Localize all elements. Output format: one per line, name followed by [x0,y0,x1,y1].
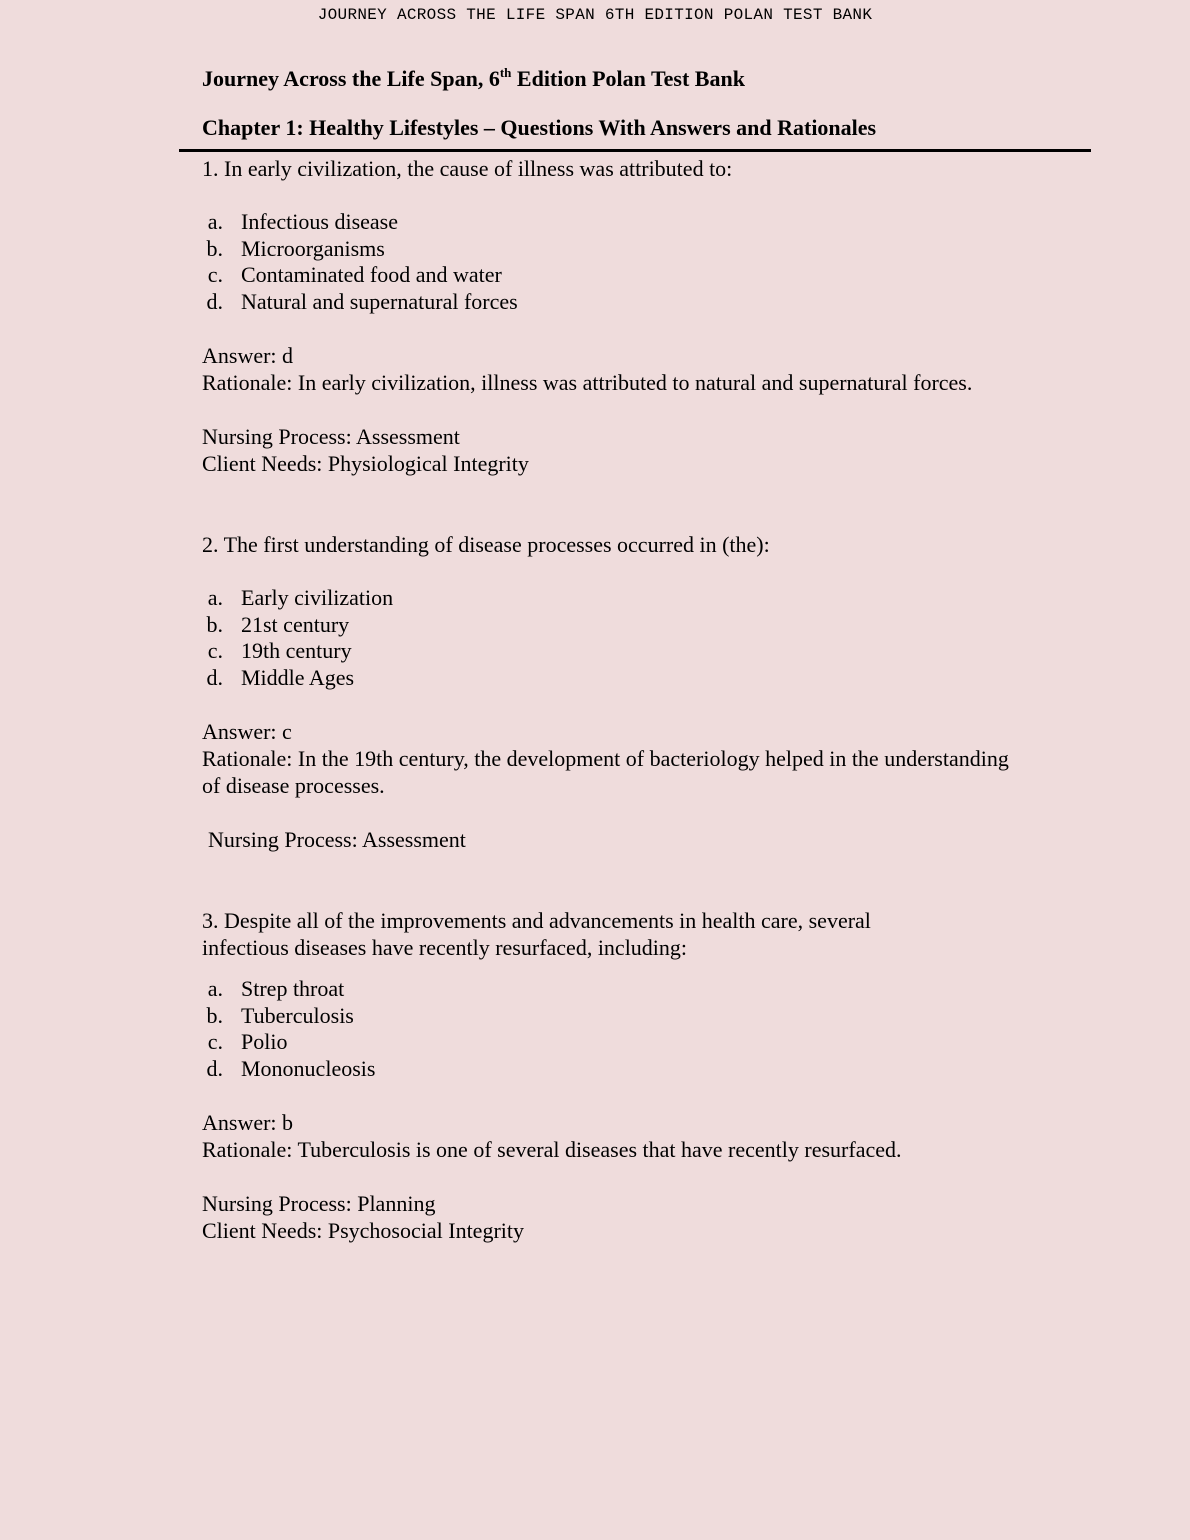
question-stem: 3. Despite all of the improvements and advancements in health care, several [202,908,871,933]
answer-block [202,342,1082,396]
question-stem: 2. The first understanding of disease processes occurred in (the): [202,532,770,557]
option-letter: d. [206,664,223,690]
option-a [202,585,1082,612]
option-text: Early civilization [241,585,394,610]
option-d [202,289,1082,316]
chapter-title: Chapter 1: Healthy Lifestyles – Questions With Answers and Rationales [202,115,877,140]
title-text-end: Edition Polan Test Bank [511,66,745,91]
option-letter: b. [206,611,223,637]
option-text: Polio [241,1029,288,1055]
option-text: Infectious disease [241,209,398,234]
option-c [202,262,1082,289]
option-c [202,638,1082,665]
option-text: 21st century [241,611,350,637]
rationale: Rationale: Tuberculosis is one of several diseases that have recently resurfaced. [202,1137,902,1163]
answer-options [202,585,1082,691]
title-superscript: th [499,65,512,80]
answer-block [202,1109,1082,1163]
answer-key: Answer: d [202,343,294,369]
option-text: Contaminated food and water [241,262,502,288]
nursing-process: Nursing Process: Assessment [202,424,460,450]
rationale: Rationale: In early civilization, illness was attributed to natural and supernatural forces. [202,370,973,396]
question-stem-continued: infectious diseases have recently resurfaced, including: [202,935,688,960]
meta-block [202,826,1082,853]
answer-options [202,209,1082,315]
answer-options [202,976,1082,1082]
option-letter: b. [206,1002,223,1028]
client-needs: Client Needs: Physiological Integrity [202,451,529,477]
option-a [202,976,1082,1003]
option-letter: a. [207,209,223,234]
option-b [202,236,1082,263]
document-title [202,66,745,92]
option-letter: d. [206,1055,223,1081]
header-divider [179,149,1091,152]
option-letter: a. [207,585,223,610]
option-c [202,1029,1082,1056]
nursing-process: Nursing Process: Planning [202,1191,436,1217]
client-needs: Client Needs: Psychosocial Integrity [202,1218,524,1244]
question-2 [202,531,1082,853]
question-3 [202,907,1082,1244]
option-d [202,1056,1082,1083]
question-stem: 1. In early civilization, the cause of illness was attributed to: [202,156,733,181]
option-letter: a. [207,976,223,1001]
option-letter: c. [207,1029,223,1055]
meta-block [202,1190,1082,1244]
nursing-process: Nursing Process: Assessment [208,827,466,853]
option-text: Strep throat [241,976,345,1001]
option-letter: c. [207,262,223,288]
option-text: Tuberculosis [241,1002,354,1028]
answer-key: Answer: b [202,1110,294,1136]
option-letter: d. [206,288,223,314]
rationale-continued: of disease processes. [202,773,385,799]
option-a [202,209,1082,236]
answer-block [202,718,1082,799]
option-b [202,1003,1082,1030]
option-letter: c. [207,638,223,664]
question-1 [202,155,1082,477]
answer-key: Answer: c [202,719,292,745]
option-b [202,612,1082,639]
option-text: Mononucleosis [241,1055,376,1081]
meta-block [202,423,1082,477]
option-letter: b. [206,235,223,261]
rationale: Rationale: In the 19th century, the development of bacteriology helped in the understanding [202,746,1009,772]
running-header: JOURNEY ACROSS THE LIFE SPAN 6TH EDITION POLAN TEST BANK [317,6,873,24]
option-text: Natural and supernatural forces [241,288,518,314]
option-text: 19th century [241,638,352,664]
title-text: Journey Across the Life Span, 6 [202,66,500,91]
option-text: Microorganisms [241,235,385,261]
option-d [202,665,1082,692]
option-text: Middle Ages [241,664,355,690]
